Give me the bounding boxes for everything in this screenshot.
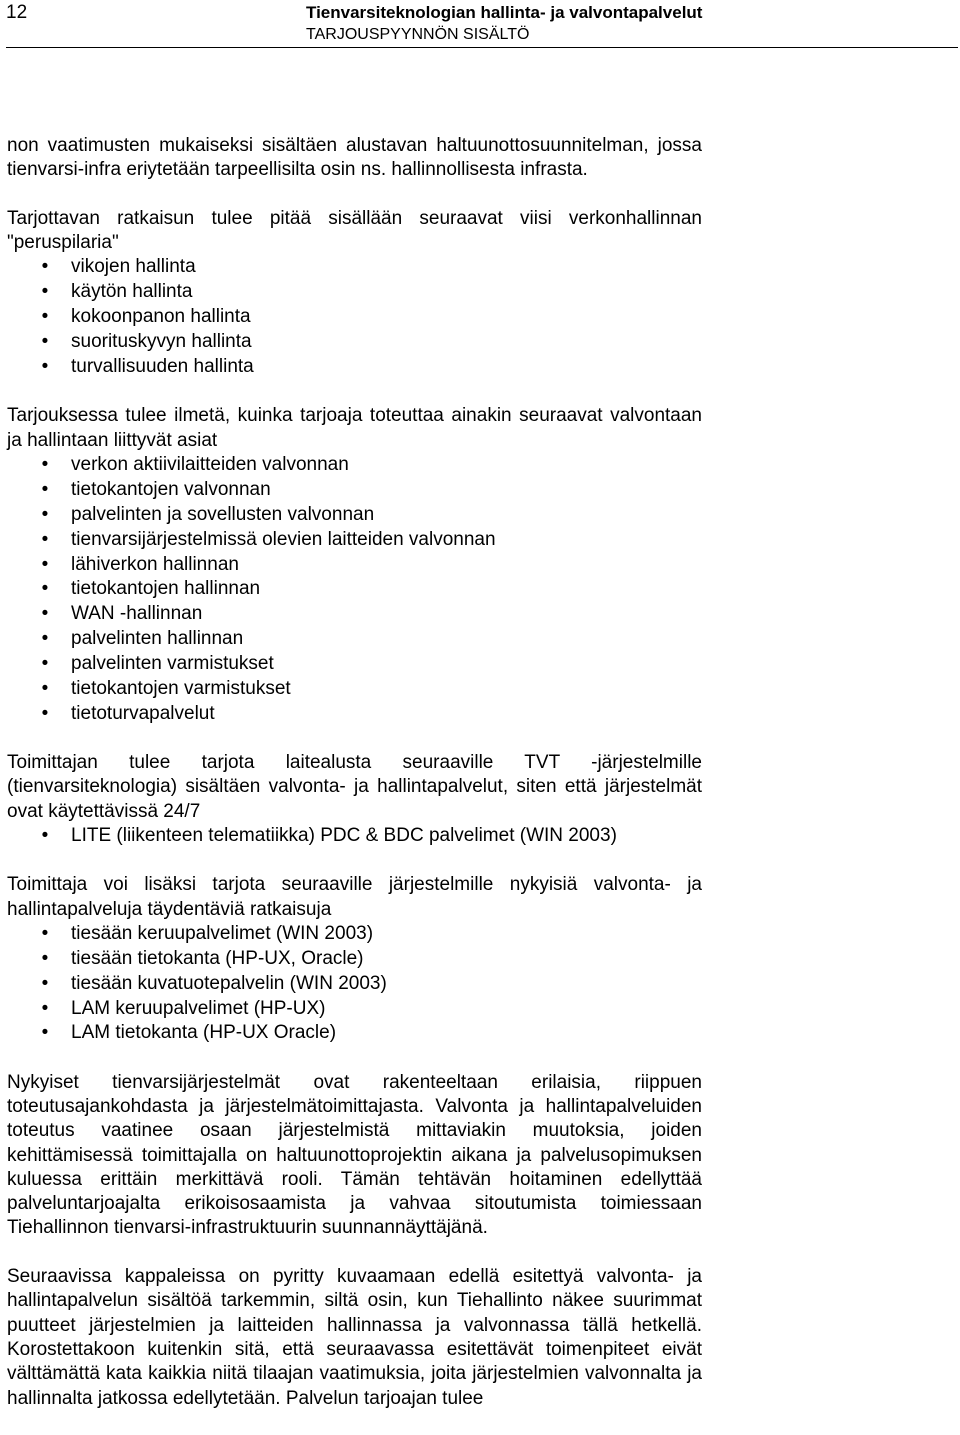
bullet-icon: • — [41, 503, 49, 525]
list-item: • tietokantojen varmistukset — [7, 677, 702, 702]
bullet-icon: • — [41, 256, 49, 278]
bullet-icon: • — [41, 1022, 49, 1044]
bullet-icon: • — [41, 972, 49, 994]
bullet-icon: • — [41, 947, 49, 969]
list-item: • kokoonpanon hallinta — [7, 305, 702, 330]
page-number: 12 — [6, 2, 28, 23]
list-item: • turvallisuuden hallinta — [7, 355, 702, 380]
list-item: • tiesään keruupalvelimet (WIN 2003) — [7, 922, 702, 947]
tvt-list — [7, 824, 702, 849]
bullet-icon: • — [41, 453, 49, 475]
list-item: • WAN -hallinnan — [7, 602, 702, 627]
bullet-icon: • — [41, 678, 49, 700]
list-item: • palvelinten varmistukset — [7, 652, 702, 677]
list-item: • tiesään tietokanta (HP-UX, Oracle) — [7, 947, 702, 972]
tvt-intro-paragraph: Toimittajan tulee tarjota laitealusta seuraaville TVT -järjestelmille (tienvarsiteknologia) sisältäen valvonta- ja hallintapalvelut, siten että järjestelmät ovat käytettävissä 24/7 — [7, 752, 702, 822]
list-item: • tiesään kuvatuotepalvelin (WIN 2003) — [7, 972, 702, 997]
list-item: • LITE (liikenteen telematiikka) PDC & BDC palvelimet (WIN 2003) — [7, 824, 702, 849]
current-systems-paragraph: Nykyiset tienvarsijärjestelmät ovat rakenteeltaan erilaisia, riippuen toteutusajankohdasta ja järjestelmätoimittajasta. Valvonta ja hallintapalveluiden toteutus vaatinee osaan järjestelmistä mittaviakin muutoksia, joiden kehittämisessä toimittajalla on haltuunottoprojektin aikana ja palvelusopimuksen kuluessa erittäin merkittävä rooli. Tämän tehtävän hoitaminen edellyttää palveluntarjoajalta erikoisosaamista ja vahvaa sitoutumista toimiessaan Tiehallinnon tienvarsi-infrastruktuurin suunnannäyttäjänä. — [7, 1071, 702, 1239]
bullet-icon: • — [41, 603, 49, 625]
document-body — [7, 134, 702, 1435]
list-item: • verkon aktiivilaitteiden valvonnan — [7, 453, 702, 478]
intro-paragraph: non vaatimusten mukaiseksi sisältäen alustavan haltuunottosuunnitelman, jossa tienvarsi-infra eriytetään tarpeellisilta osin ns. hallinnollisesta infrasta. — [7, 135, 702, 181]
list-item: • käytön hallinta — [7, 280, 702, 305]
bullet-icon: • — [41, 306, 49, 328]
bullet-icon: • — [41, 922, 49, 944]
list-item: • tienvarsijärjestelmissä olevien laitteiden valvonnan — [7, 528, 702, 553]
list-item: • tietokantojen hallinnan — [7, 577, 702, 602]
list-item: • lähiverkon hallinnan — [7, 553, 702, 578]
bullet-icon: • — [41, 553, 49, 575]
monitoring-list — [7, 453, 702, 727]
list-item: • palvelinten hallinnan — [7, 627, 702, 652]
bullet-icon: • — [41, 997, 49, 1019]
section-title: TARJOUSPYYNNÖN SISÄLTÖ — [306, 26, 530, 43]
bullet-icon: • — [41, 653, 49, 675]
list-item: • tietoturvapalvelut — [7, 702, 702, 727]
monitoring-intro-paragraph: Tarjouksessa tulee ilmetä, kuinka tarjoaja toteuttaa ainakin seuraavat valvontaan ja hallintaan liittyvät asiat — [7, 405, 702, 451]
list-item: • suorituskyvyn hallinta — [7, 330, 702, 355]
bullet-icon: • — [41, 702, 49, 724]
pillars-intro-paragraph: Tarjottavan ratkaisun tulee pitää sisällään seuraavat viisi verkonhallinnan "peruspilaria" — [7, 207, 702, 254]
list-item: • palvelinten ja sovellusten valvonnan — [7, 503, 702, 528]
header-divider — [6, 47, 958, 48]
bullet-icon: • — [41, 478, 49, 500]
bullet-icon: • — [41, 281, 49, 303]
bullet-icon: • — [41, 578, 49, 600]
document-title: Tienvarsiteknologian hallinta- ja valvontapalvelut — [306, 3, 703, 22]
additional-list — [7, 922, 702, 1047]
page-header — [0, 0, 960, 48]
bullet-icon: • — [41, 825, 49, 847]
bullet-icon: • — [41, 628, 49, 650]
following-sections-paragraph: Seuraavissa kappaleissa on pyritty kuvaamaan edellä esitettyä valvonta- ja hallintapalvelun sisältöä tarkemmin, siltä osin, kun Tiehallinto näkee suurimmat puutteet järjestelmien ja laitteiden hallinnassa ja valvonnassa tällä hetkellä. Korostettakoon kuitenkin sitä, että seuraavassa esitettävät toimenpiteet eivät välttämättä kata kaikkia niitä tilaajan vaatimuksia, joita järjestelmien valvonnalta ja hallinnalta jatkossa edellytetään. Palvelun tarjoajan tulee — [7, 1266, 702, 1409]
header-titles — [306, 2, 702, 46]
list-item: • LAM keruupalvelimet (HP-UX) — [7, 997, 702, 1022]
list-item: • vikojen hallinta — [7, 255, 702, 280]
pillars-list — [7, 255, 702, 380]
additional-intro-paragraph: Toimittaja voi lisäksi tarjota seuraaville järjestelmille nykyisiä valvonta- ja hallintapalveluja täydentäviä ratkaisuja — [7, 874, 702, 920]
list-item: • tietokantojen valvonnan — [7, 478, 702, 503]
bullet-icon: • — [41, 356, 49, 378]
bullet-icon: • — [41, 528, 49, 550]
bullet-icon: • — [41, 331, 49, 353]
list-item: • LAM tietokanta (HP-UX Oracle) — [7, 1021, 702, 1046]
